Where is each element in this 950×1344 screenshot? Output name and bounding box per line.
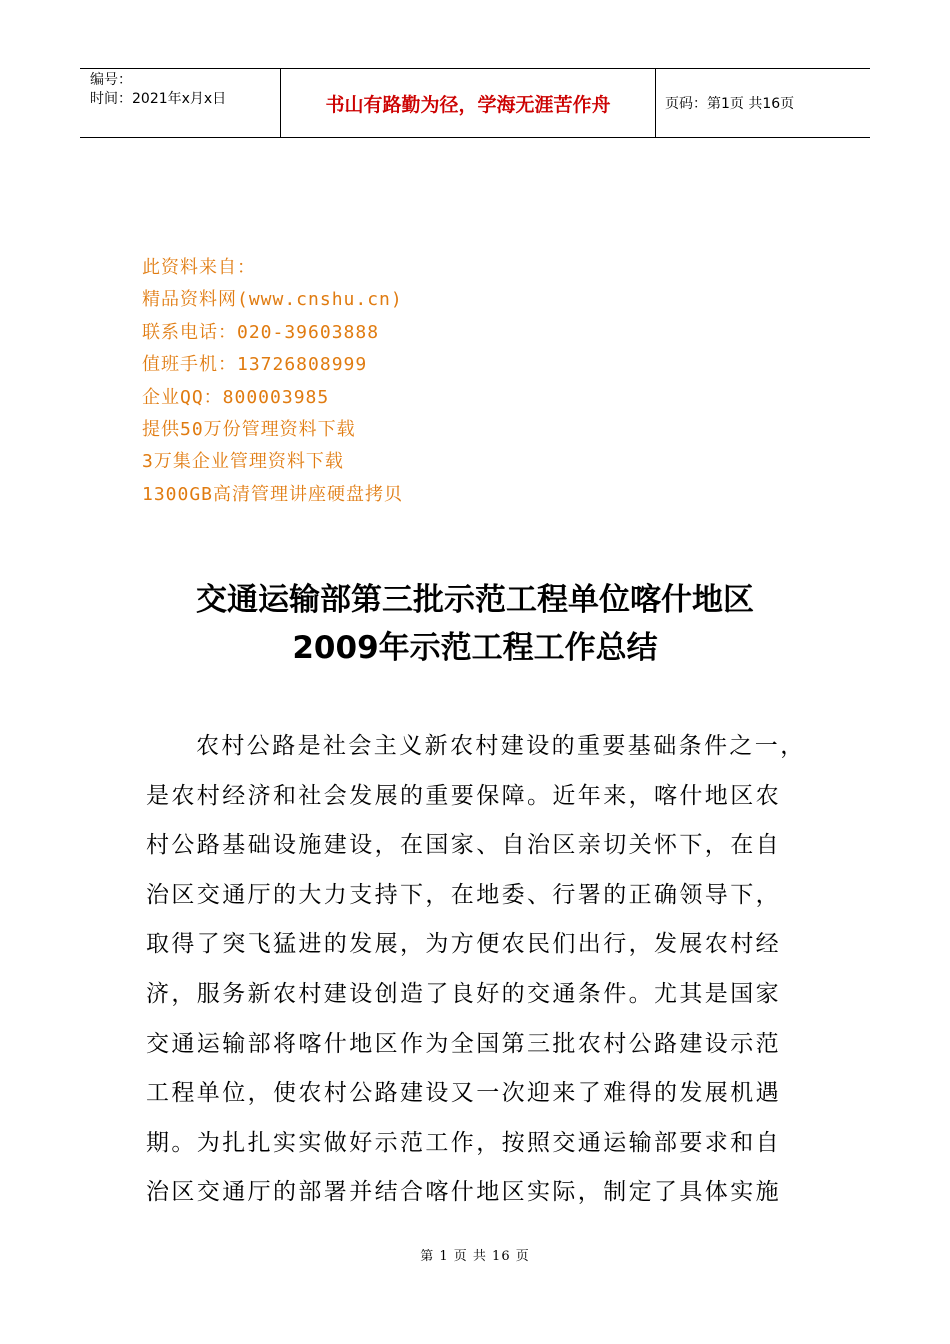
body-line: 期。为扎扎实实做好示范工作，按照交通运输部要求和自 [146,1129,781,1156]
header-meta [80,69,281,137]
date-label: 时间：2021年x月x日 [90,91,227,107]
header-page-info: 页码：第1页 共16页 [665,96,795,112]
source-line: 3万集企业管理资料下载 [142,451,344,473]
body-line: 是农村经济和社会发展的重要保障。近年来，喀什地区农 [146,782,781,809]
source-line: 此资料来自： [142,257,256,278]
body-line: 交通运输部将喀什地区作为全国第三批农村公路建设示范 [146,1030,781,1057]
source-line: 企业QQ：800003985 [142,386,330,408]
page-footer: 第 1 页 共 16 页 [420,1249,530,1264]
body-paragraph [146,722,814,1218]
title-line-2: 2009年示范工程工作总结 [292,630,658,666]
body-line: 治区交通厅的大力支持下，在地委、行署的正确领导下， [146,881,781,908]
source-info-block [142,252,403,511]
body-line: 村公路基础设施建设，在国家、自治区亲切关怀下，在自 [146,832,781,859]
source-line: 精品资料网(www.cnshu.cn) [142,289,403,311]
serial-label: 编号： [90,72,132,88]
source-line: 值班手机：13726808999 [142,354,368,376]
page-header [80,68,870,138]
source-line: 联系电话：020-39603888 [142,321,380,343]
source-line: 提供50万份管理资料下载 [142,419,356,441]
body-line: 工程单位，使农村公路建设又一次迎来了难得的发展机遇 [146,1080,781,1107]
body-line: 农村公路是社会主义新农村建设的重要基础条件之一， [196,733,806,759]
body-line: 济，服务新农村建设创造了良好的交通条件。尤其是国家 [146,980,781,1007]
title-line-1: 交通运输部第三批示范工程单位喀什地区 [196,582,754,618]
body-line: 取得了突飞猛进的发展，为方便农民们出行，发展农村经 [146,931,781,958]
source-line: 1300GB高清管理讲座硬盘拷贝 [142,483,404,505]
header-motto: 书山有路勤为径，学海无涯苦作舟 [281,69,656,137]
document-title [0,576,950,672]
body-line: 治区交通厅的部署并结合喀什地区实际，制定了具体实施 [146,1179,781,1206]
